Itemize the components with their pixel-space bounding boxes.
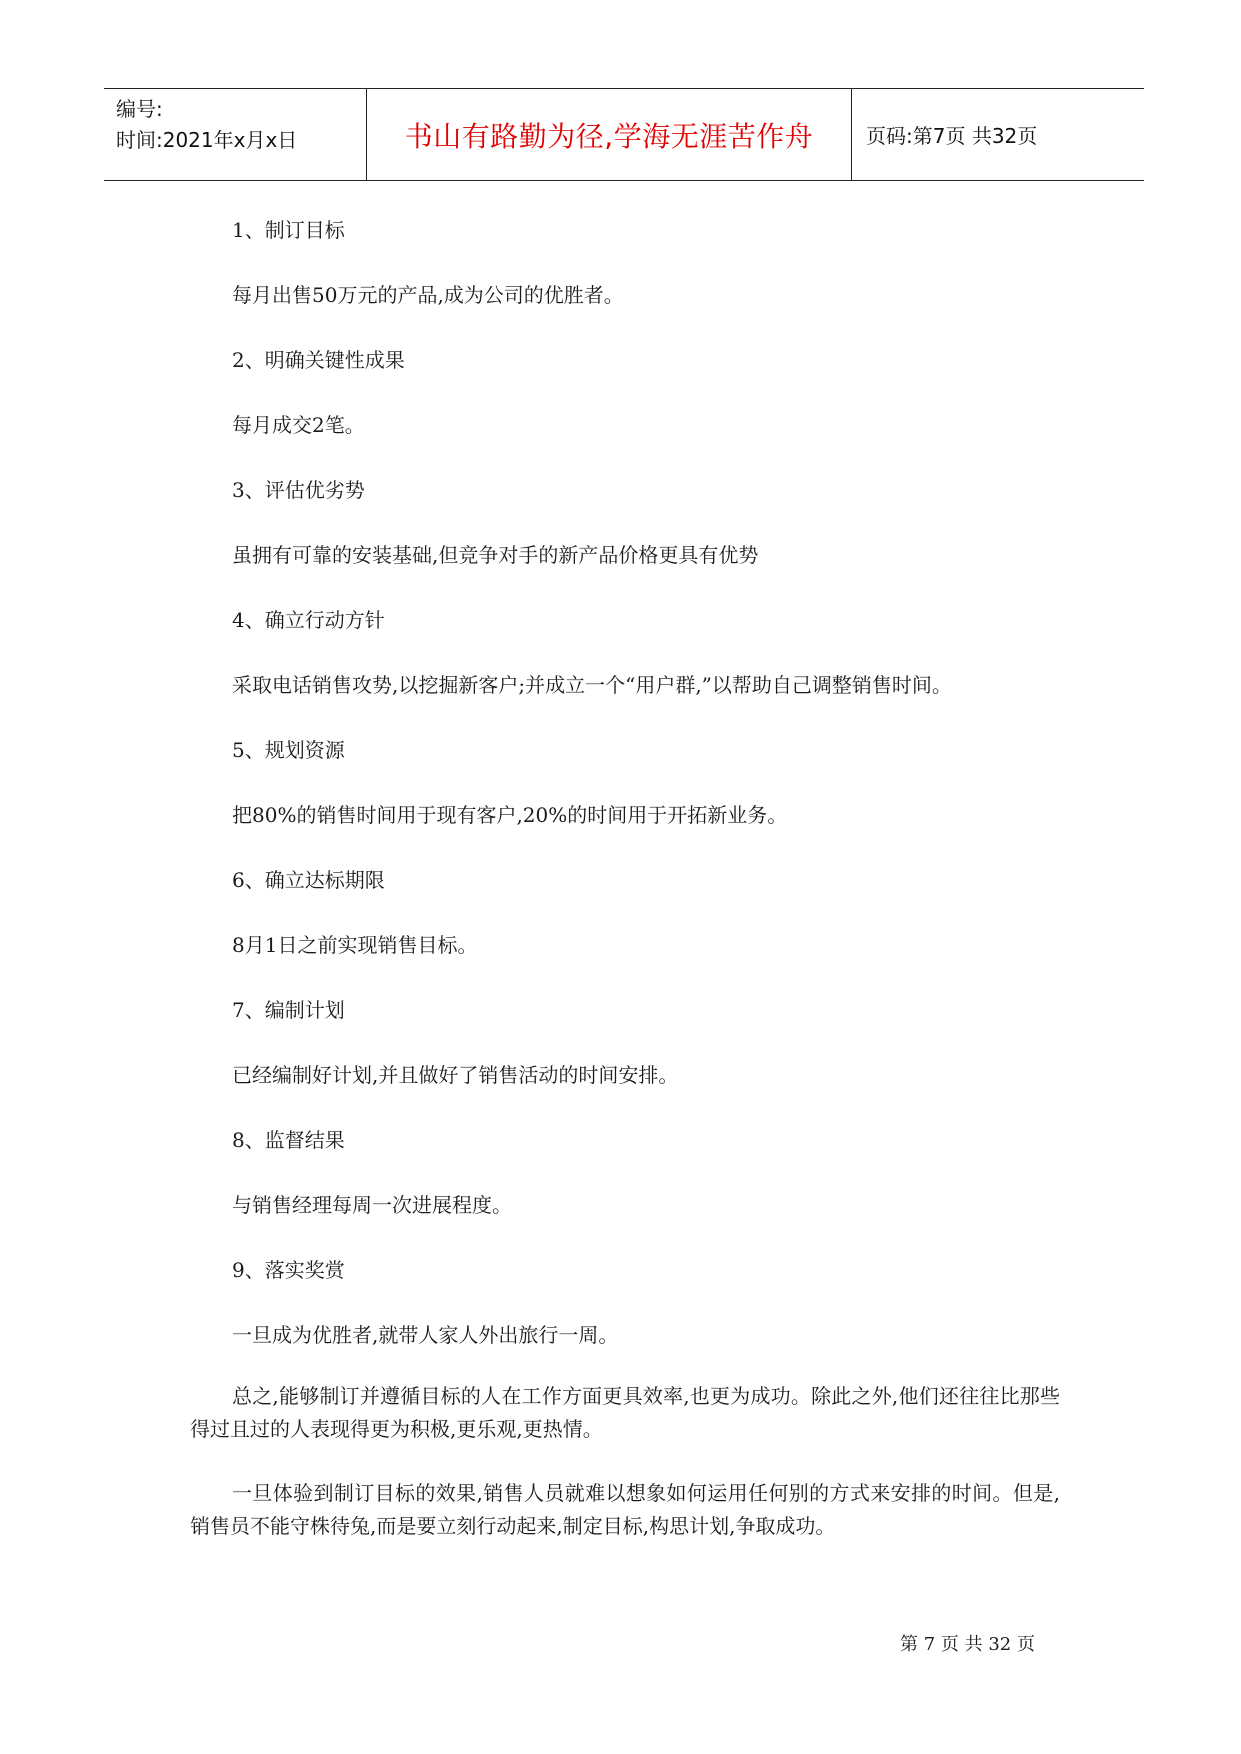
header-motto: 书山有路勤为径,学海无涯苦作舟 — [404, 119, 814, 153]
step-heading: 5、规划资源 — [232, 738, 345, 762]
closing-paragraph: 一旦体验到制订目标的效果,销售人员就难以想象如何运用任何别的方式来安排的时间。但是,销售员不能守株待兔,而是要立刻行动起来,制定目标,构思计划,争取成功。 — [190, 1481, 1060, 1538]
step-detail: 8月1日之前实现销售目标。 — [232, 933, 478, 957]
header-divider-right — [851, 89, 852, 180]
step-detail: 与销售经理每周一次进展程度。 — [232, 1193, 512, 1217]
header-page-label: 页码:第7页 共32页 — [866, 124, 1038, 148]
step-detail: 每月成交2笔。 — [232, 413, 365, 437]
step-detail: 采取电话销售攻势,以挖掘新客户;并成立一个“用户群,”以帮助自己调整销售时间。 — [232, 673, 952, 697]
header-date-label: 时间:2021年x月x日 — [116, 128, 298, 152]
step-heading: 2、明确关键性成果 — [232, 348, 405, 372]
step-detail: 一旦成为优胜者,就带人家人外出旅行一周。 — [232, 1323, 619, 1347]
step-detail: 已经编制好计划,并且做好了销售活动的时间安排。 — [232, 1063, 679, 1087]
step-heading: 6、确立达标期限 — [232, 868, 385, 892]
step-detail: 把80%的销售时间用于现有客户,20%的时间用于开拓新业务。 — [232, 803, 788, 827]
step-heading: 7、编制计划 — [232, 998, 345, 1022]
step-heading: 1、制订目标 — [232, 218, 345, 242]
step-heading: 4、确立行动方针 — [232, 608, 385, 632]
page-header — [104, 88, 1144, 181]
page-footer: 第 7 页 共 32 页 — [900, 1634, 1035, 1655]
step-heading: 8、监督结果 — [232, 1128, 345, 1152]
step-heading: 3、评估优劣势 — [232, 478, 365, 502]
step-detail: 虽拥有可靠的安装基础,但竞争对手的新产品价格更具有优势 — [232, 543, 759, 567]
header-meta — [116, 94, 297, 156]
summary-paragraph: 总之,能够制订并遵循目标的人在工作方面更具效率,也更为成功。除此之外,他们还往往比那些得过且过的人表现得更为积极,更乐观,更热情。 — [190, 1384, 1060, 1441]
step-detail: 每月出售50万元的产品,成为公司的优胜者。 — [232, 283, 624, 307]
header-number-label: 编号: — [116, 97, 163, 121]
step-heading: 9、落实奖赏 — [232, 1258, 345, 1282]
